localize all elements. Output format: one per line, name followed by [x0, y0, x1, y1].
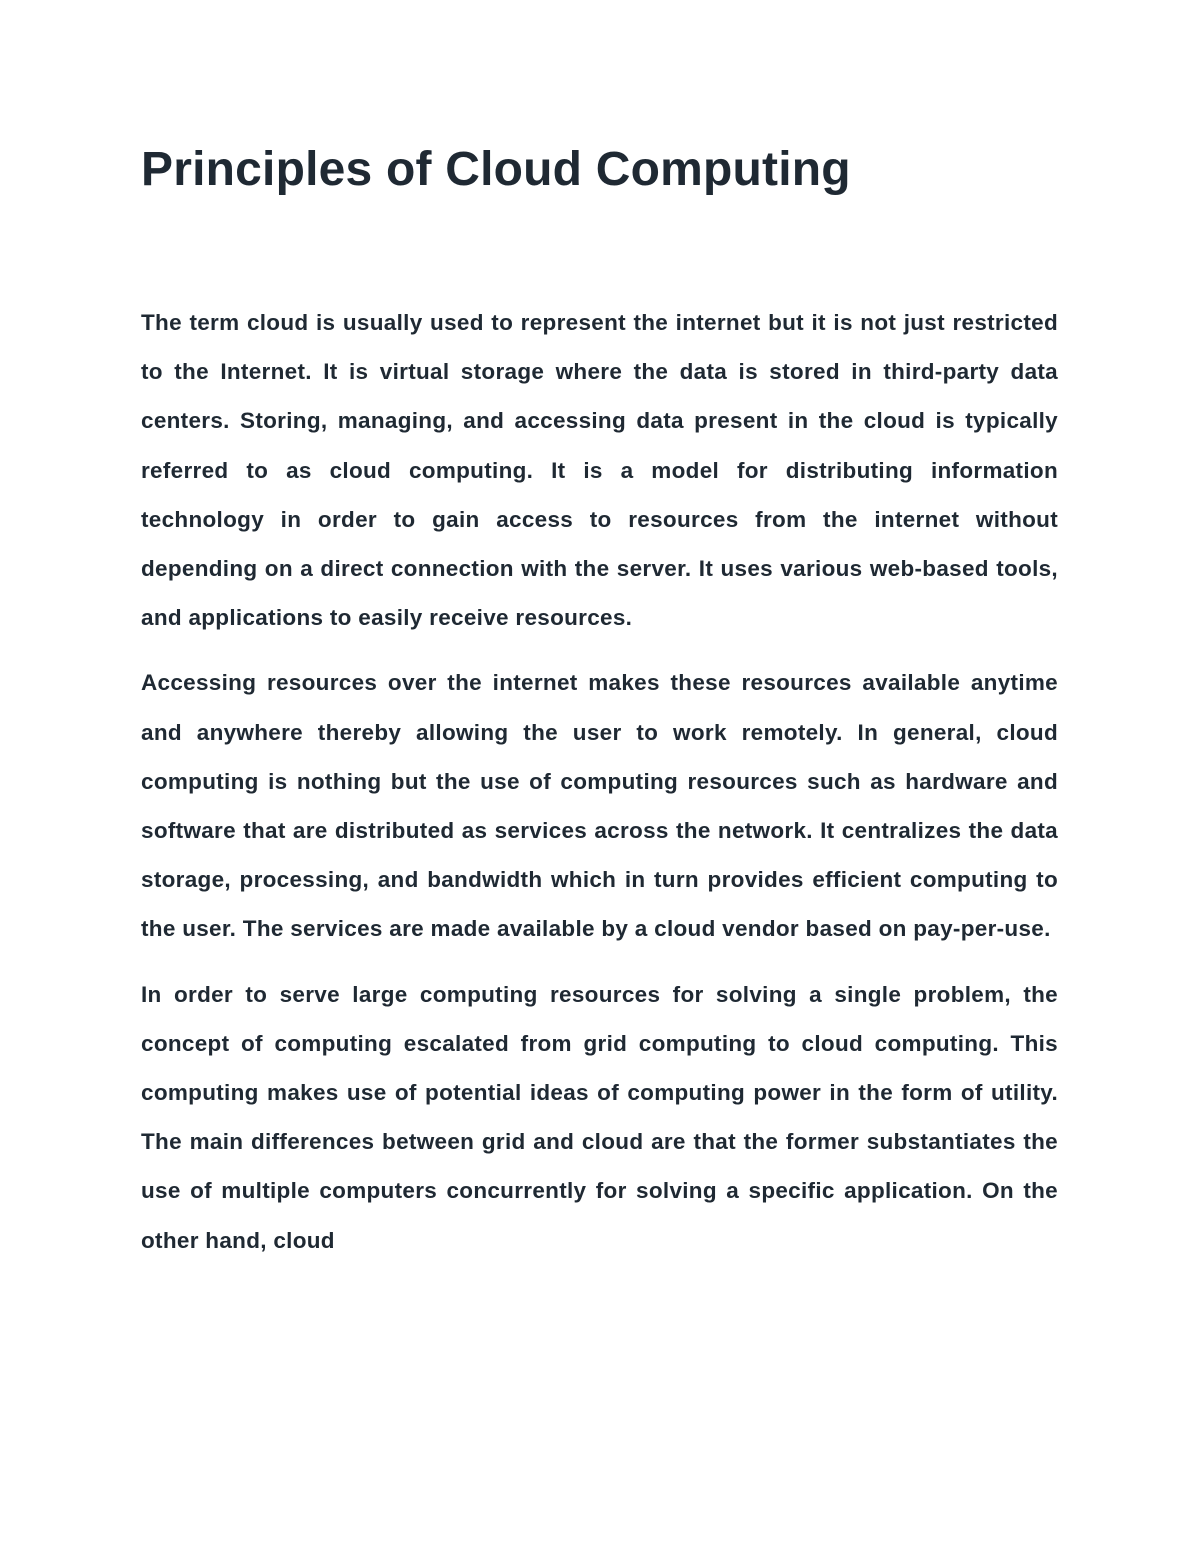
paragraph-1: The term cloud is usually used to represent the internet but it is not just restricted to the Internet. It is virtual storage where the data is stored in third-party data centers. Storing, managing, and accessing data present in the cloud is typically referred to as cloud computing. It is a model for distributing information technology in order to gain access to resources from the internet without depending on a direct connection with the server. It uses various web-based tools, and applications to easily receive resources. [141, 310, 1058, 631]
paragraph-2: Accessing resources over the internet makes these resources available anytime and anywhere thereby allowing the user to work remotely. In general, cloud computing is nothing but the use of computing resources such as hardware and software that are distributed as services across the network. It centralizes the data storage, processing, and bandwidth which in turn provides efficient computing to the user. The services are made available by a cloud vendor based on pay-per-use. [141, 670, 1058, 942]
document-body [141, 298, 1058, 1281]
paragraph-3: In order to serve large computing resources for solving a single problem, the concept of computing escalated from grid computing to cloud computing. This computing makes use of potential ideas of computing power in the form of utility. The main differences between grid and cloud are that the former substantiates the use of multiple computers concurrently for solving a specific application. On the other hand, cloud [141, 981, 1058, 1253]
page-title: Principles of Cloud Computing [141, 143, 851, 196]
